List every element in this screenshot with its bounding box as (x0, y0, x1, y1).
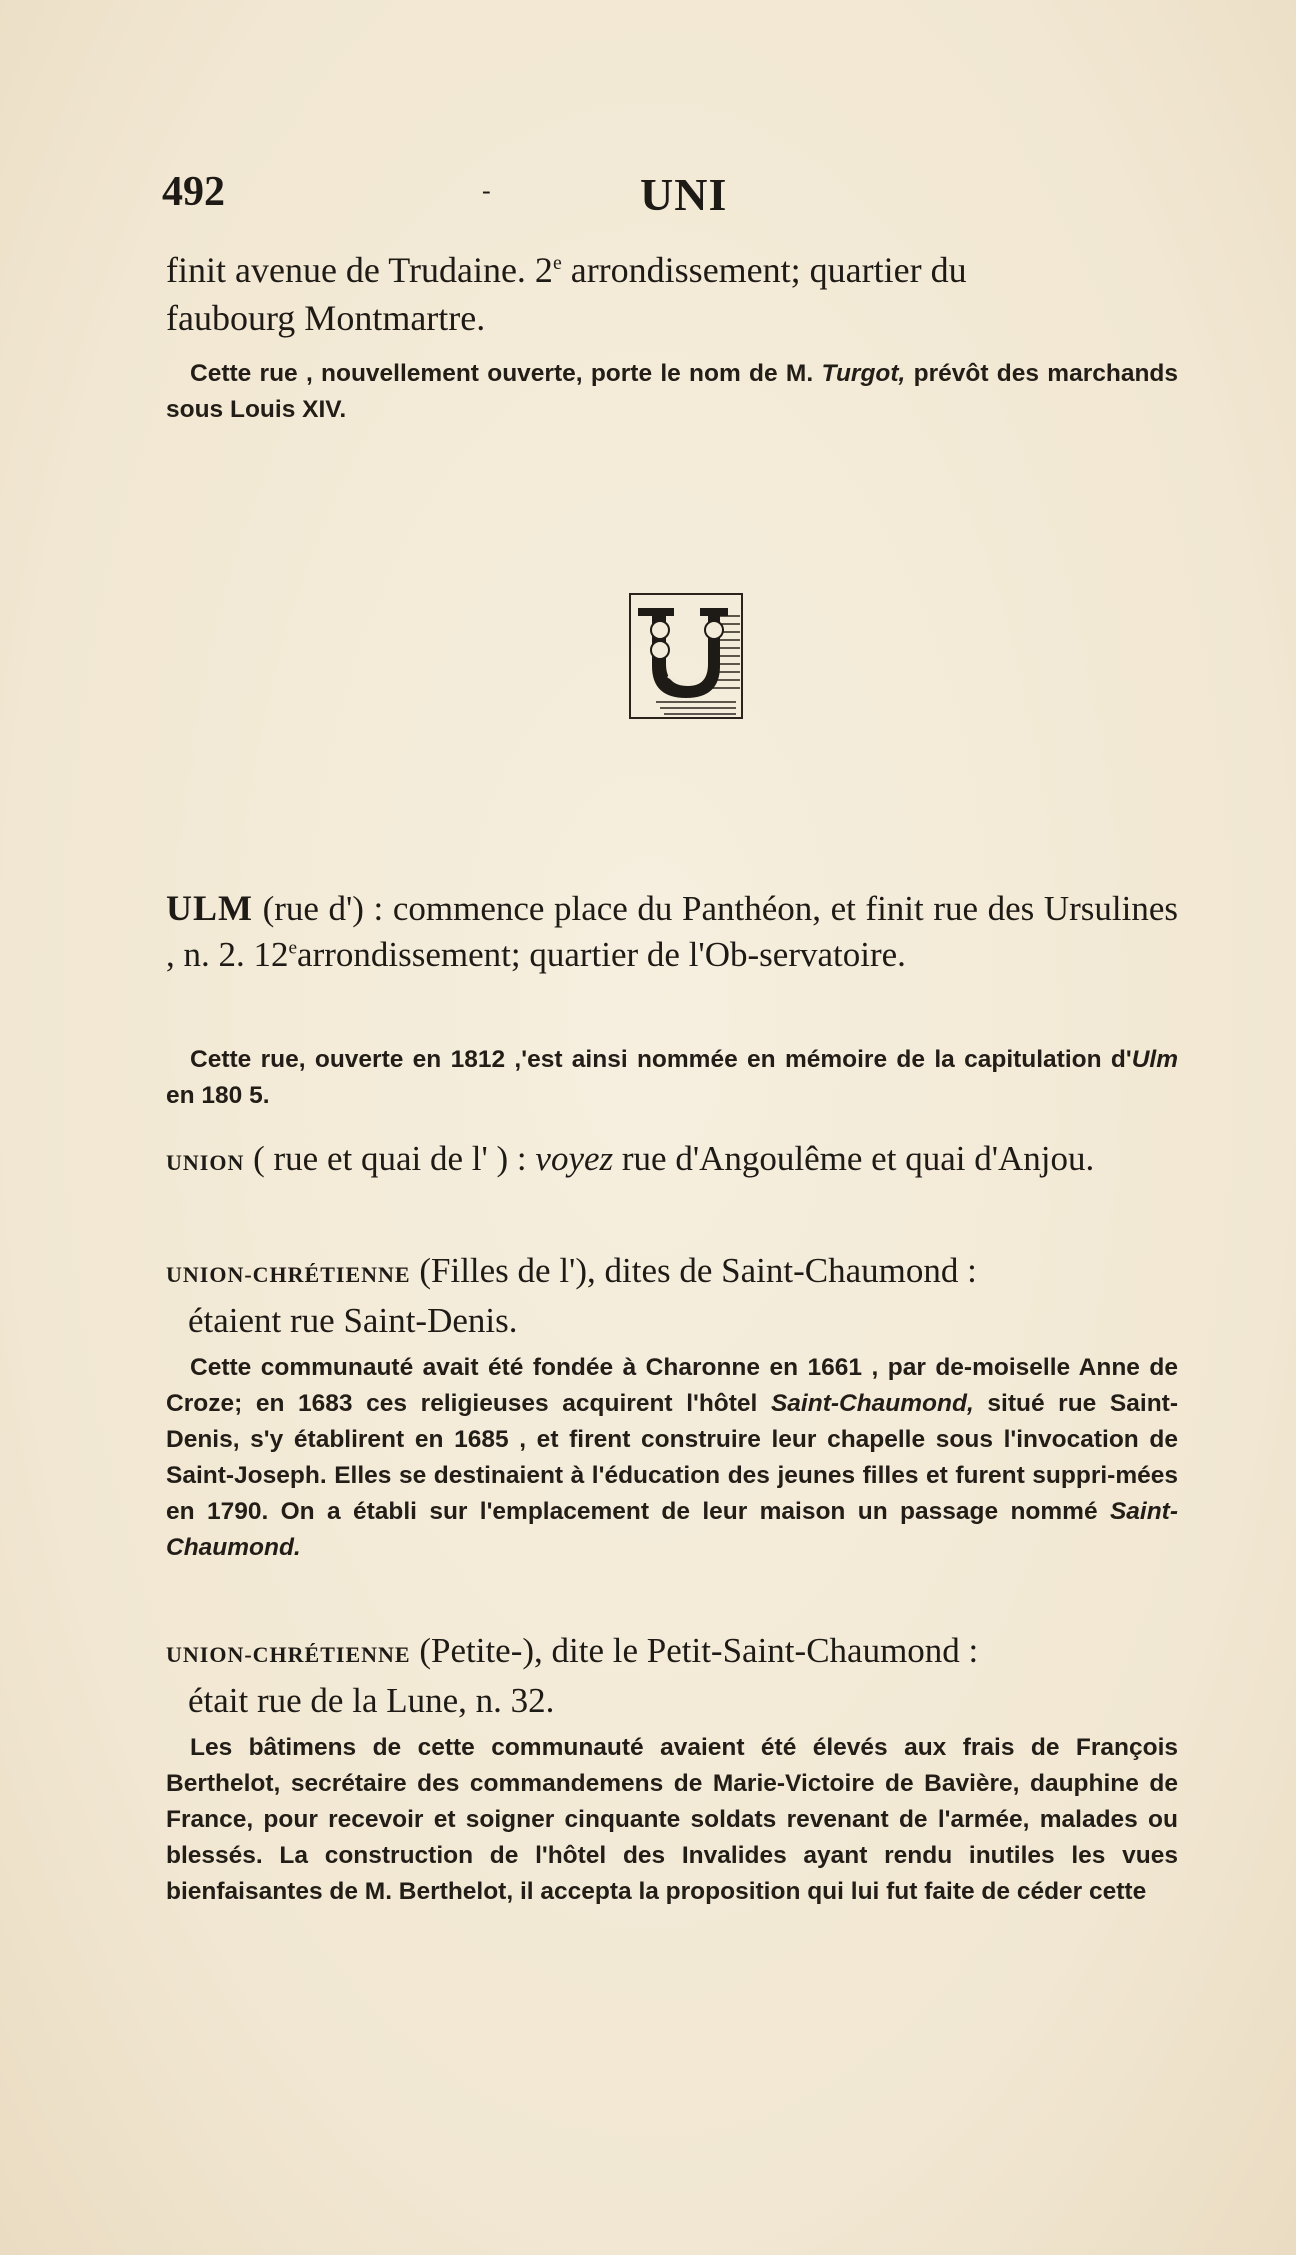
entry-pc-text-2: était rue de la Lune, n. 32. (188, 1681, 555, 1720)
continued-entry (166, 246, 1178, 342)
note-petit-saint-chaumond (166, 1730, 1178, 1910)
headword-ulm: ULM (166, 888, 253, 928)
note-text: Les bâtimens de cette communauté avaient été élevés aux frais de François Berthelot, secrétaire des commandemens de Marie-Victoire de Bavière, dauphine de France, pour recevoir et soigner cinquante soldats revenant de l'armée, malades ou blessés. La construction de l'hôtel des Invalides ayant rendu inutiles les vues bienfaisantes de M. Berthelot, il accepta la proposition qui lui fut faite de céder cette (166, 1734, 1178, 1905)
continued-line-1: finit avenue de Trudaine. 2 (166, 250, 553, 290)
note-italic: Saint-Chaumond, (770, 1390, 974, 1417)
entry-union (166, 1136, 1178, 1186)
headword-union: UNION (166, 1150, 245, 1175)
entry-ulm-text: (rue d') : commence place du Panthéon, et finit rue des Ursulines , n. 2. 12 (166, 889, 1178, 974)
entry-union-chretienne (166, 1248, 1178, 1344)
note-union-chretienne (166, 1350, 1178, 1566)
entry-uc-text-2: étaient rue Saint-Denis. (188, 1301, 518, 1340)
headword-union-chretienne: UNION-CHRÉTIENNE (166, 1262, 411, 1287)
page-header (162, 168, 1182, 228)
superscript: e (288, 937, 298, 959)
entry-pc-text: (Petite-), dite le Petit-Saint-Chaumond : (410, 1631, 979, 1670)
note-ulm (166, 1042, 1178, 1114)
entry-union-text-rest: rue d'Angoulême et quai d'Anjou. (613, 1139, 1095, 1178)
note-italic-2: Saint-Chaumond. (166, 1498, 1178, 1561)
note-text-rest: prévôt des marchands sous Louis XIV. (166, 360, 1179, 423)
note-italic: Turgot, (821, 360, 906, 387)
entry-ulm-text-rest: arrondissement; quartier de l'Ob-servatoire. (297, 935, 906, 974)
headword-union-chretienne-petite: UNION-CHRÉTIENNE (166, 1642, 411, 1667)
page-number: 492 (162, 169, 225, 215)
note-italic: Ulm (1131, 1046, 1178, 1073)
note-text-rest: situé rue Saint-Denis, s'y établirent en 1685 , et firent construire leur chapelle sous l'invocation de Saint-Joseph. Elles se destinaient à l'éducation des jeunes filles et furent suppri-mées en 1790. On a établi sur l'emplacement de leur maison un passage nommé (166, 1390, 1178, 1525)
entry-union-italic: voyez (535, 1139, 614, 1178)
entry-ulm (166, 885, 1178, 978)
continued-line-1-rest: arrondissement; quartier du (561, 250, 967, 290)
note-text: Cette rue, ouverte en 1812 ,'est ainsi nommée en mémoire de la capitulation d' (190, 1046, 1132, 1073)
note-text-rest: en 180 5. (166, 1082, 270, 1109)
superscript: e (552, 252, 562, 274)
decorated-initial-u-icon (616, 586, 756, 726)
header-separator: - (482, 176, 491, 205)
entry-union-text: ( rue et quai de l' ) : (244, 1139, 536, 1178)
note-turgot (166, 356, 1178, 428)
note-text: Cette communauté avait été fondée à Charonne en 1661 , par de-moiselle Anne de Croze; en 1683 ces religieuses acquirent l'hôtel (166, 1354, 1178, 1417)
running-head: UNI (640, 169, 728, 220)
continued-line-2: faubourg Montmartre. (166, 298, 486, 338)
entry-uc-text: (Filles de l'), dites de Saint-Chaumond : (410, 1251, 977, 1290)
note-text: Cette rue , nouvellement ouverte, porte le nom de M. (190, 360, 822, 387)
entry-petit-saint-chaumond (166, 1628, 1178, 1724)
